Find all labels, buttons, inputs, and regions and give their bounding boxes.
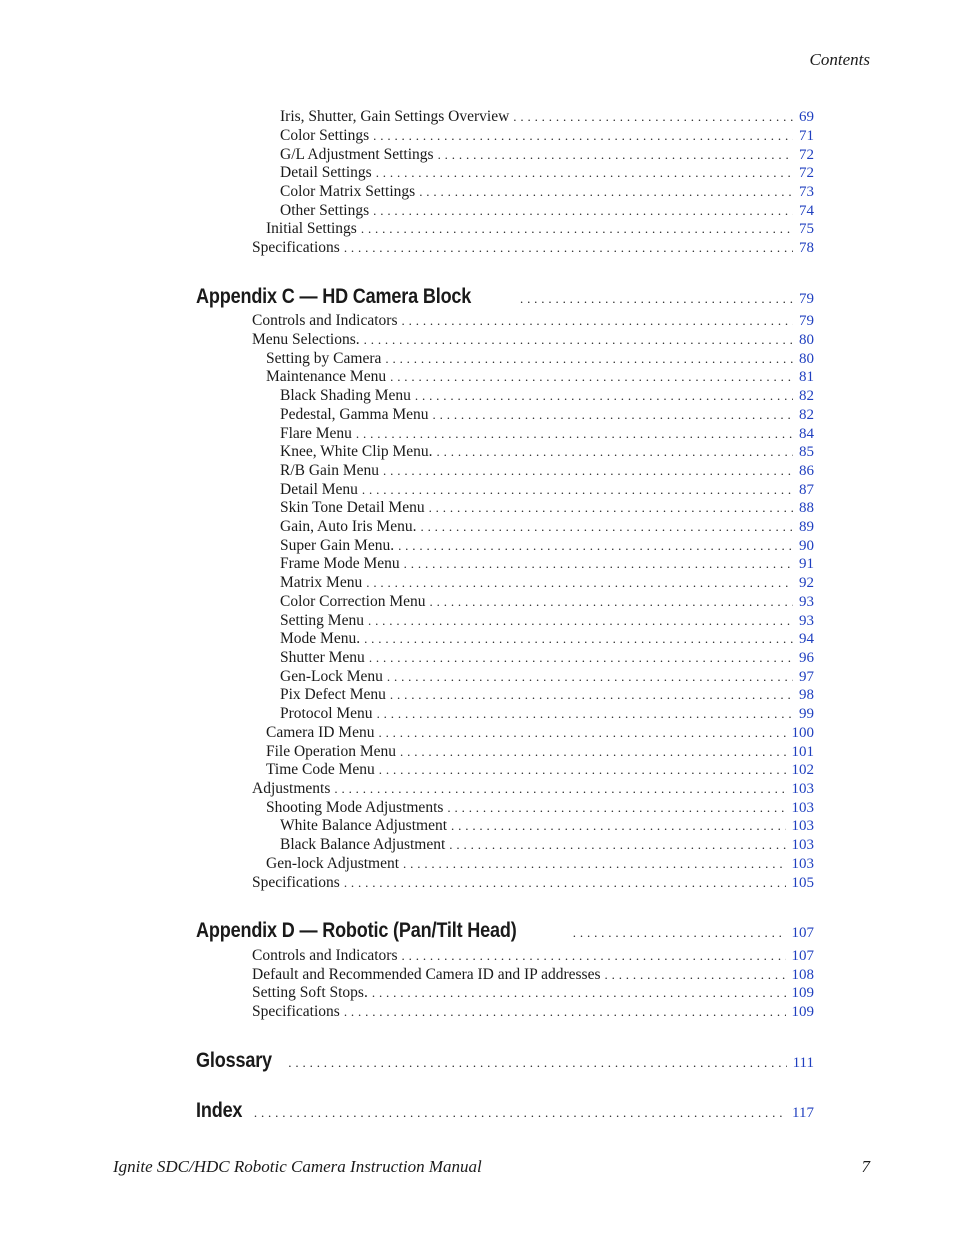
toc-entry[interactable]	[280, 108, 814, 126]
toc-page-link[interactable]: 103	[791, 856, 814, 872]
dot-leader	[334, 780, 785, 798]
dot-leader	[385, 350, 793, 368]
toc-page-link[interactable]: 92	[799, 575, 814, 591]
dot-leader	[420, 518, 793, 536]
toc-label: Iris, Shutter, Gain Settings Overview	[280, 108, 510, 125]
toc-entry[interactable]	[280, 146, 814, 164]
dot-leader	[378, 724, 785, 742]
toc-entry[interactable]	[266, 761, 814, 779]
toc-entry[interactable]	[280, 425, 814, 443]
toc-page-link[interactable]: 103	[791, 837, 814, 853]
dot-leader	[433, 406, 793, 424]
toc-entry[interactable]	[280, 387, 814, 405]
dot-leader	[438, 146, 793, 164]
dot-leader	[437, 443, 793, 461]
toc-entry[interactable]	[252, 331, 814, 349]
toc-label: Pix Defect Menu	[280, 686, 386, 703]
dot-leader	[520, 287, 793, 311]
toc-label: Black Balance Adjustment	[280, 836, 446, 853]
dot-leader	[362, 481, 793, 499]
toc-page-link[interactable]: 100	[791, 725, 814, 741]
dot-leader	[356, 425, 793, 443]
dot-leader	[605, 966, 786, 984]
dot-leader	[404, 555, 793, 573]
toc-label: File Operation Menu	[266, 743, 397, 760]
toc-label: Detail Menu	[280, 481, 358, 498]
dot-leader	[387, 668, 793, 686]
toc-label: Camera ID Menu	[266, 724, 375, 741]
toc-page-link[interactable]: 73	[799, 184, 814, 200]
dot-leader	[390, 368, 793, 386]
toc-label: Matrix Menu	[280, 574, 363, 591]
toc-entry[interactable]	[280, 649, 814, 667]
toc-label: Shutter Menu	[280, 649, 365, 666]
dot-leader	[390, 686, 793, 704]
dot-leader	[402, 312, 793, 330]
toc-entry[interactable]	[252, 966, 814, 984]
toc-page-link[interactable]: 102	[791, 762, 814, 778]
toc-entry[interactable]	[280, 481, 814, 499]
toc-page-link[interactable]: 91	[799, 556, 814, 572]
toc-label: Glossary	[196, 1049, 272, 1072]
toc-entry[interactable]	[280, 705, 814, 723]
toc-page-link[interactable]: 109	[791, 985, 814, 1001]
dot-leader	[369, 649, 793, 667]
toc-label: Setting Soft Stops.	[252, 984, 368, 1001]
dot-leader	[383, 462, 793, 480]
toc-entry[interactable]	[280, 817, 814, 835]
dot-leader	[379, 761, 786, 779]
dot-leader	[449, 836, 785, 854]
toc-page-link[interactable]: 79	[799, 313, 814, 329]
toc-entry[interactable]	[280, 406, 814, 424]
dot-leader	[377, 705, 793, 723]
toc-label: Pedestal, Gamma Menu	[280, 406, 429, 423]
toc-entry[interactable]	[280, 202, 814, 220]
toc-entry[interactable]	[252, 312, 814, 330]
toc-label: Skin Tone Detail Menu	[280, 499, 425, 516]
dot-leader	[373, 127, 793, 145]
toc-label: Super Gain Menu.	[280, 537, 395, 554]
toc-label: Specifications	[252, 1003, 340, 1020]
toc-page-link[interactable]: 80	[799, 351, 814, 367]
toc-page-link[interactable]: 72	[799, 165, 814, 181]
toc-entry[interactable]	[266, 368, 814, 386]
toc-heading[interactable]	[196, 285, 814, 311]
toc-label: R/B Gain Menu	[280, 462, 380, 479]
toc-page-link[interactable]: 97	[799, 669, 814, 685]
dot-leader	[447, 799, 785, 817]
toc-page-link[interactable]: 80	[799, 332, 814, 348]
toc-page-link[interactable]: 75	[799, 221, 814, 237]
toc-page-link[interactable]: 108	[791, 967, 814, 983]
toc-page-link[interactable]: 103	[791, 781, 814, 797]
toc-page-link[interactable]: 107	[791, 925, 814, 941]
toc-page-link[interactable]: 98	[799, 687, 814, 703]
toc-label: Index	[196, 1099, 243, 1122]
toc-entry[interactable]	[266, 724, 814, 742]
toc-page-link[interactable]: 87	[799, 482, 814, 498]
toc-entry[interactable]	[252, 1003, 814, 1021]
toc-page-link[interactable]: 78	[799, 240, 814, 256]
toc-entry[interactable]	[280, 127, 814, 145]
dot-leader	[364, 331, 793, 349]
toc-label: Initial Settings	[266, 220, 357, 237]
footer-title: Ignite SDC/HDC Robotic Camera Instruction Manual	[113, 1157, 482, 1176]
toc-page-link[interactable]: 103	[791, 800, 814, 816]
toc-label: Black Shading Menu	[280, 387, 411, 404]
dot-leader	[366, 574, 793, 592]
toc-page-link[interactable]: 86	[799, 463, 814, 479]
dot-leader	[429, 499, 793, 517]
toc-entry[interactable]	[252, 874, 814, 892]
toc-page-link[interactable]: 111	[792, 1055, 814, 1071]
toc-page-link[interactable]: 93	[799, 594, 814, 610]
toc-entry[interactable]	[280, 164, 814, 182]
dot-leader	[419, 183, 793, 201]
dot-leader	[372, 984, 786, 1002]
toc-page-link[interactable]: 72	[799, 147, 814, 163]
footer-page-number: 7	[861, 1157, 870, 1176]
toc-label: Appendix D — Robotic (Pan/Tilt Head)	[196, 919, 517, 942]
toc-label: Color Settings	[280, 127, 370, 144]
toc-entry[interactable]	[280, 183, 814, 201]
toc-page-link[interactable]: 107	[791, 948, 814, 964]
toc-label: Protocol Menu	[280, 705, 373, 722]
toc-entry[interactable]	[280, 462, 814, 480]
toc-label: Specifications	[252, 239, 340, 256]
toc-entry[interactable]	[252, 984, 814, 1002]
toc-label: Menu Selections.	[252, 331, 360, 348]
toc-entry[interactable]	[280, 574, 814, 592]
toc-entry[interactable]	[252, 947, 814, 965]
toc-label: Frame Mode Menu	[280, 555, 400, 572]
toc-entry[interactable]	[280, 668, 814, 686]
toc-page-link[interactable]: 99	[799, 706, 814, 722]
toc-page-link[interactable]: 71	[799, 128, 814, 144]
dot-leader	[513, 108, 793, 126]
toc-label: G/L Adjustment Settings	[280, 146, 434, 163]
dot-leader	[573, 921, 786, 945]
toc-page-link[interactable]: 89	[799, 519, 814, 535]
dot-leader	[430, 593, 793, 611]
toc-label: Other Settings	[280, 202, 370, 219]
dot-leader	[402, 947, 786, 965]
toc-label: Adjustments	[252, 780, 331, 797]
toc-page-link[interactable]: 82	[799, 407, 814, 423]
toc-entry[interactable]	[266, 350, 814, 368]
toc-heading[interactable]	[196, 1099, 814, 1125]
toc-entry[interactable]	[280, 499, 814, 517]
toc-page-link[interactable]: 93	[799, 613, 814, 629]
toc-page-link[interactable]: 69	[799, 109, 814, 125]
toc-page-link[interactable]: 90	[799, 538, 814, 554]
toc-page-link[interactable]: 84	[799, 426, 814, 442]
toc-label: Mode Menu.	[280, 630, 361, 647]
toc-label: Setting Menu	[280, 612, 364, 629]
toc-label: Controls and Indicators	[252, 947, 398, 964]
toc-page-link[interactable]: 79	[799, 291, 814, 307]
toc-page-link[interactable]: 81	[799, 369, 814, 385]
dot-leader	[368, 612, 793, 630]
toc-page-link[interactable]: 82	[799, 388, 814, 404]
dot-leader	[415, 387, 793, 405]
dot-leader	[451, 817, 785, 835]
toc-label: Setting by Camera	[266, 350, 382, 367]
toc-label: Gen-Lock Menu	[280, 668, 383, 685]
toc-label: Specifications	[252, 874, 340, 891]
toc-label: Appendix C — HD Camera Block	[196, 285, 472, 308]
dot-leader	[344, 239, 793, 257]
toc-entry[interactable]	[266, 855, 814, 873]
toc-page-link[interactable]: 103	[791, 818, 814, 834]
toc-label: Maintenance Menu	[266, 368, 387, 385]
toc-label: Flare Menu	[280, 425, 352, 442]
toc-entry[interactable]	[280, 836, 814, 854]
toc-page-link[interactable]: 74	[799, 203, 814, 219]
toc-entry[interactable]	[280, 555, 814, 573]
toc-entry[interactable]	[280, 686, 814, 704]
toc-label: Default and Recommended Camera ID and IP addresses	[252, 966, 601, 983]
toc-page-link[interactable]: 94	[799, 631, 814, 647]
dot-leader	[400, 743, 785, 761]
dot-leader	[398, 537, 793, 555]
toc-page-link[interactable]: 109	[791, 1004, 814, 1020]
toc-entry[interactable]	[280, 630, 814, 648]
toc-label: Color Matrix Settings	[280, 183, 416, 200]
running-head: Contents	[809, 50, 870, 69]
dot-leader	[288, 1051, 786, 1075]
toc-page-link[interactable]: 105	[791, 875, 814, 891]
dot-leader	[403, 855, 785, 873]
toc-label: Detail Settings	[280, 164, 372, 181]
toc-label: Time Code Menu	[266, 761, 375, 778]
toc-label: Gain, Auto Iris Menu.	[280, 518, 417, 535]
dot-leader	[344, 1003, 786, 1021]
toc-entry[interactable]	[266, 799, 814, 817]
toc-heading[interactable]	[196, 1049, 814, 1075]
dot-leader	[254, 1101, 786, 1125]
toc-heading[interactable]	[196, 919, 814, 945]
toc-page-link[interactable]: 88	[799, 500, 814, 516]
dot-leader	[361, 220, 793, 238]
toc-page-link[interactable]: 117	[792, 1105, 814, 1121]
dot-leader	[376, 164, 793, 182]
toc-entry[interactable]	[252, 780, 814, 798]
toc-entry[interactable]	[280, 443, 814, 461]
toc-label: Knee, White Clip Menu.	[280, 443, 433, 460]
toc-label: Gen-lock Adjustment	[266, 855, 400, 872]
toc-label: Color Correction Menu	[280, 593, 426, 610]
toc-entry[interactable]	[266, 743, 814, 761]
toc-entry[interactable]	[280, 593, 814, 611]
toc-label: Shooting Mode Adjustments	[266, 799, 444, 816]
toc-entry[interactable]	[280, 537, 814, 555]
toc-entry[interactable]	[266, 220, 814, 238]
toc-entry[interactable]	[280, 612, 814, 630]
toc-entry[interactable]	[280, 518, 814, 536]
dot-leader	[344, 874, 786, 892]
dot-leader	[373, 202, 793, 220]
toc-page-link[interactable]: 101	[791, 744, 814, 760]
toc-page-link[interactable]: 85	[799, 444, 814, 460]
toc-label: White Balance Adjustment	[280, 817, 448, 834]
toc-entry[interactable]	[252, 239, 814, 257]
toc-label: Controls and Indicators	[252, 312, 398, 329]
dot-leader	[364, 630, 793, 648]
toc-page-link[interactable]: 96	[799, 650, 814, 666]
